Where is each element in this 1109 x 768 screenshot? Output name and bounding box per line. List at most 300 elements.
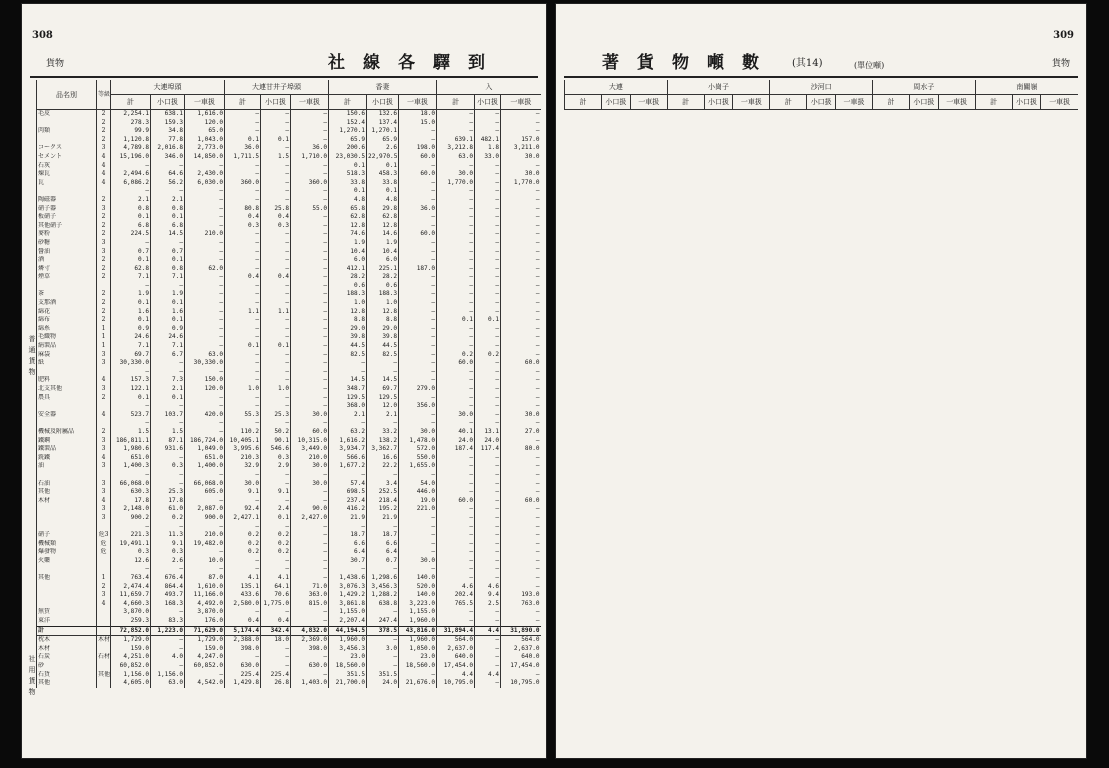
row-label: 麻袋 — [37, 351, 97, 360]
cell-value: — — [475, 385, 501, 394]
cell-value: — — [399, 368, 437, 377]
cell-value: — — [501, 308, 541, 317]
page-title: 著貨物噸數 — [602, 53, 777, 73]
row-label — [37, 419, 97, 428]
row-label: 硝子 — [37, 531, 97, 540]
subcolumn-header: 小口扱 — [475, 95, 501, 110]
cell-value: — — [291, 557, 329, 566]
cell-value: — — [399, 179, 437, 188]
row-label: 爆發物 — [37, 548, 97, 557]
cell-value: 1.0 — [329, 299, 367, 308]
cell-value: 17,454.0 — [437, 662, 475, 671]
table-row — [37, 591, 541, 600]
table-row — [37, 342, 541, 351]
cell-value: — — [367, 565, 399, 574]
cell-value: 2.5 — [475, 600, 501, 609]
cell-value: 14.6 — [367, 230, 399, 239]
cell-value: — — [437, 196, 475, 205]
cell-value: — — [111, 471, 151, 480]
cell-value: — — [501, 325, 541, 334]
table-row — [37, 282, 541, 291]
cell-value: 4,605.0 — [111, 679, 151, 688]
cell-value: — — [291, 196, 329, 205]
cell-value: 188.3 — [329, 290, 367, 299]
cell-value: — — [291, 308, 329, 317]
cell-value: — — [475, 230, 501, 239]
cell-value: 638.8 — [367, 600, 399, 609]
cell-value: — — [475, 540, 501, 549]
cell-value: 34.8 — [151, 127, 185, 136]
cell-value: 237.4 — [329, 497, 367, 506]
cell-value: — — [185, 248, 225, 257]
cell-value: — — [399, 540, 437, 549]
cell-value: 1,223.0 — [151, 626, 185, 636]
cell-value: — — [501, 402, 541, 411]
cell-value: 0.2 — [225, 548, 261, 557]
cell-value: 630.0 — [225, 662, 261, 671]
cell-value: 2,637.0 — [437, 645, 475, 654]
cell-value: — — [225, 230, 261, 239]
cell-value: 12.8 — [367, 308, 399, 317]
table-row — [37, 325, 541, 334]
cell-value: — — [185, 205, 225, 214]
row-label: 肉類 — [37, 127, 97, 136]
row-label — [37, 119, 97, 128]
cell-value: 2,773.0 — [185, 144, 225, 153]
cell-value: — — [399, 342, 437, 351]
cell-value: — — [291, 110, 329, 119]
row-grade: 2 — [97, 308, 111, 317]
cell-value: 82.5 — [367, 351, 399, 360]
cell-value: 64.1 — [261, 583, 291, 592]
cell-value: — — [291, 574, 329, 583]
cell-value: 22,970.5 — [368, 152, 398, 160]
cell-value: — — [475, 488, 501, 497]
cell-value: 193.0 — [501, 591, 541, 600]
cell-value: 0.2 — [261, 531, 291, 540]
cell-value: — — [501, 162, 541, 171]
cell-value: 36.0 — [291, 144, 329, 153]
cell-value: — — [329, 359, 367, 368]
table-row — [37, 376, 541, 385]
cell-value: 83.3 — [151, 617, 185, 626]
cell-value: — — [185, 333, 225, 342]
title-rule — [30, 76, 538, 78]
cell-value: — — [475, 462, 501, 471]
cell-value: 815.0 — [291, 600, 329, 609]
cell-value: — — [261, 662, 291, 671]
cell-value: — — [261, 471, 291, 480]
row-grade: 2 — [97, 316, 111, 325]
cell-value: 31,894.4 — [437, 626, 475, 636]
cell-value: — — [501, 548, 541, 557]
table-row — [37, 196, 541, 205]
cell-value: 221.3 — [111, 531, 151, 540]
cell-value: 70.6 — [261, 591, 291, 600]
cell-value: 19,482.0 — [185, 540, 225, 549]
row-label: 綿布 — [37, 316, 97, 325]
cell-value: 23,030.5 — [329, 153, 367, 162]
cell-value: 65.8 — [329, 205, 367, 214]
cell-value: — — [225, 325, 261, 334]
cell-value: — — [501, 394, 541, 403]
row-grade: 2 — [97, 119, 111, 128]
cell-value: — — [501, 196, 541, 205]
cell-value: — — [261, 351, 291, 360]
cell-value: 30,330.0 — [111, 359, 151, 368]
cell-value: 122.1 — [111, 385, 151, 394]
cell-value: 279.0 — [399, 385, 437, 394]
cell-value: 1.9 — [329, 239, 367, 248]
cell-value: — — [437, 119, 475, 128]
cell-value: — — [225, 359, 261, 368]
cell-value: 30.0 — [291, 462, 329, 471]
cell-value: 64.6 — [151, 170, 185, 179]
cell-value: 200.6 — [329, 144, 367, 153]
cell-value: 17.8 — [151, 497, 185, 506]
cell-value: 0.6 — [329, 282, 367, 291]
cell-value: 1,610.0 — [185, 583, 225, 592]
row-label: 無賃 — [37, 608, 97, 617]
cell-value: — — [367, 419, 399, 428]
cell-value: — — [261, 394, 291, 403]
cell-value: — — [291, 376, 329, 385]
cell-value: — — [185, 308, 225, 317]
cell-value: 210.0 — [185, 230, 225, 239]
cell-value: 10.0 — [185, 557, 225, 566]
cell-value: 62.0 — [185, 265, 225, 274]
cell-value: — — [399, 548, 437, 557]
cell-value: — — [261, 557, 291, 566]
group-header: 大連埠頭 — [111, 80, 225, 95]
subcolumn-header: 一車扱 — [938, 95, 975, 110]
row-grade: 2 — [97, 290, 111, 299]
cell-value: 24.0 — [475, 437, 501, 446]
cell-value: 1,403.0 — [291, 679, 329, 688]
cell-value: 0.4 — [261, 617, 291, 626]
cell-value: 3,456.3 — [329, 645, 367, 654]
cell-value: 36.0 — [399, 205, 437, 214]
cell-value: — — [291, 488, 329, 497]
row-label: 瓦 — [37, 179, 97, 188]
cell-value: — — [185, 342, 225, 351]
cell-value: 50.2 — [261, 428, 291, 437]
cell-value: 21,700.0 — [329, 679, 367, 688]
cell-value: — — [437, 222, 475, 231]
cell-value: — — [185, 671, 225, 680]
row-label: 支那酒 — [37, 299, 97, 308]
table-row — [37, 119, 541, 128]
cell-value: 4.4 — [475, 671, 501, 680]
cell-value: 0.1 — [151, 316, 185, 325]
row-label: 毛織物 — [37, 333, 97, 342]
cell-value: 132.6 — [367, 110, 399, 119]
cell-value: 60.0 — [399, 230, 437, 239]
cell-value: — — [437, 282, 475, 291]
cell-value: 210.0 — [291, 454, 329, 463]
cell-value: — — [185, 402, 225, 411]
cell-value: 13.1 — [475, 428, 501, 437]
cell-value: 224.5 — [111, 230, 151, 239]
cell-value: 221.0 — [399, 505, 437, 514]
header-item: 品名別 — [37, 80, 97, 110]
subcolumn-header: 計 — [873, 95, 910, 110]
cell-value: 55.0 — [291, 205, 329, 214]
cell-value: — — [151, 282, 185, 291]
cell-value: — — [225, 119, 261, 128]
group-header: 沙河口 — [770, 80, 873, 95]
table-row — [37, 454, 541, 463]
cell-value: 1,043.0 — [185, 136, 225, 145]
cell-value: 1.5 — [261, 153, 291, 162]
cell-value: — — [261, 653, 291, 662]
cell-value: 0.4 — [225, 213, 261, 222]
cell-value: 1,770.0 — [501, 179, 541, 188]
cell-value: 763.4 — [111, 574, 151, 583]
cell-value: 21,676.0 — [399, 679, 437, 688]
cell-value: — — [437, 187, 475, 196]
cell-value: 30.0 — [399, 428, 437, 437]
cell-value: 1,156.0 — [111, 671, 151, 680]
title-rule — [564, 76, 1078, 78]
cell-value: — — [291, 394, 329, 403]
cell-value: 168.3 — [151, 600, 185, 609]
cell-value: — — [291, 548, 329, 557]
cell-value: 7.1 — [151, 273, 185, 282]
cell-value: — — [185, 187, 225, 196]
row-grade: 3 — [97, 205, 111, 214]
cell-value: — — [111, 402, 151, 411]
cell-value: 8.8 — [329, 316, 367, 325]
cell-value: — — [291, 671, 329, 680]
cell-value: 0.1 — [261, 514, 291, 523]
cell-value: 29.0 — [367, 325, 399, 334]
cell-value: — — [501, 127, 541, 136]
cell-value: 931.6 — [151, 445, 185, 454]
cell-value: — — [399, 282, 437, 291]
cell-value: 1,960.0 — [329, 636, 367, 645]
row-grade: 3 — [97, 480, 111, 489]
cell-value: 61.0 — [151, 505, 185, 514]
table-row — [37, 445, 541, 454]
table-row — [37, 385, 541, 394]
cell-value: 24.0 — [437, 437, 475, 446]
cell-value: 6.4 — [329, 548, 367, 557]
cell-value: 19.0 — [399, 497, 437, 506]
cell-value: — — [291, 368, 329, 377]
cell-value: 0.4 — [261, 273, 291, 282]
subcolumn-header: 小口扱 — [807, 95, 836, 110]
row-grade: 2 — [97, 230, 111, 239]
freight-table-left — [36, 80, 541, 688]
cell-value: — — [261, 162, 291, 171]
right-page — [556, 4, 1086, 758]
cell-value: 2.6 — [367, 144, 399, 153]
cell-value: 30.0 — [501, 411, 541, 420]
cell-value: 0.4 — [225, 617, 261, 626]
cell-value: 7.1 — [111, 342, 151, 351]
cell-value: — — [437, 273, 475, 282]
cell-value: 4,492.0 — [185, 600, 225, 609]
cell-value: 342.4 — [261, 626, 291, 636]
cell-value: — — [501, 385, 541, 394]
cell-value: 28.2 — [329, 273, 367, 282]
cell-value: 24.6 — [151, 333, 185, 342]
cell-value: 378.5 — [367, 626, 399, 636]
cell-value: — — [475, 187, 501, 196]
cell-value: 32.9 — [225, 462, 261, 471]
cell-value: — — [291, 653, 329, 662]
row-grade: 3 — [97, 437, 111, 446]
subcolumn-header: 小口扱 — [909, 95, 938, 110]
table-row — [37, 653, 541, 662]
cell-value: — — [225, 368, 261, 377]
cell-value: — — [261, 119, 291, 128]
cell-value: 0.3 — [151, 548, 185, 557]
cell-value: — — [475, 419, 501, 428]
cell-value: — — [291, 222, 329, 231]
cell-value: 0.1 — [225, 136, 261, 145]
cell-value: 0.1 — [151, 256, 185, 265]
left-page — [22, 4, 546, 758]
cell-value: 60,852.0 — [185, 662, 225, 671]
cell-value: — — [475, 282, 501, 291]
cell-value: — — [475, 514, 501, 523]
cell-value: — — [225, 565, 261, 574]
cell-value: 6.6 — [329, 540, 367, 549]
cell-value: 1,677.2 — [329, 462, 367, 471]
cell-value: — — [475, 548, 501, 557]
cell-value: — — [475, 531, 501, 540]
cell-value: — — [501, 256, 541, 265]
cell-value: — — [475, 179, 501, 188]
cell-value: — — [475, 342, 501, 351]
cell-value: 1,438.6 — [329, 574, 367, 583]
cell-value: — — [437, 256, 475, 265]
cell-value: — — [399, 308, 437, 317]
cell-value: 10.4 — [329, 248, 367, 257]
row-label — [37, 471, 97, 480]
cell-value: — — [291, 256, 329, 265]
cell-value: — — [329, 368, 367, 377]
cell-value: — — [475, 645, 501, 654]
cell-value: 72,852.0 — [111, 626, 151, 636]
cell-value: — — [437, 162, 475, 171]
cell-value: 630.0 — [291, 662, 329, 671]
row-grade: 2 — [97, 222, 111, 231]
cell-value: 198.0 — [399, 144, 437, 153]
subcolumn-header: 小口扱 — [704, 95, 733, 110]
cell-value: 1,120.8 — [111, 136, 151, 145]
cell-value: — — [225, 162, 261, 171]
cell-value: 0.3 — [151, 462, 185, 471]
cell-value: — — [151, 662, 185, 671]
row-grade: 2 — [97, 256, 111, 265]
cell-value: — — [501, 290, 541, 299]
cell-value: 640.0 — [437, 653, 475, 662]
cell-value: — — [291, 333, 329, 342]
cell-value: — — [501, 273, 541, 282]
cell-value: 218.4 — [367, 497, 399, 506]
cell-value: 433.6 — [225, 591, 261, 600]
row-grade — [97, 471, 111, 480]
cell-value: 19,491.1 — [111, 540, 151, 549]
cell-value: 2,427.1 — [225, 514, 261, 523]
cell-value: — — [111, 419, 151, 428]
table-row — [37, 153, 541, 162]
row-label: 北支其他 — [37, 385, 97, 394]
cell-value: — — [399, 213, 437, 222]
row-grade: 2 — [97, 110, 111, 119]
cell-value: 60.0 — [399, 170, 437, 179]
cell-value: 30.0 — [399, 557, 437, 566]
cell-value: — — [437, 333, 475, 342]
cell-value: — — [437, 127, 475, 136]
cell-value: 17,454.0 — [501, 662, 541, 671]
table-row — [37, 540, 541, 549]
cell-value: — — [501, 462, 541, 471]
cell-value: 14.5 — [367, 376, 399, 385]
cell-value: — — [151, 454, 185, 463]
cell-value: 11.3 — [151, 531, 185, 540]
cell-value: — — [399, 471, 437, 480]
cell-value: 412.1 — [329, 265, 367, 274]
row-label: 陶磁器 — [37, 196, 97, 205]
cell-value: 150.0 — [185, 376, 225, 385]
cell-value: 80.8 — [225, 205, 261, 214]
cell-value: — — [399, 248, 437, 257]
table-row — [37, 187, 541, 196]
cell-value: — — [111, 565, 151, 574]
cell-value: — — [501, 239, 541, 248]
cell-value: 14.5 — [151, 230, 185, 239]
cell-value: — — [185, 299, 225, 308]
cell-value: — — [185, 428, 225, 437]
cell-value: 1.9 — [367, 239, 399, 248]
cell-value: — — [501, 376, 541, 385]
row-grade: 3 — [97, 385, 111, 394]
cell-value: — — [437, 480, 475, 489]
cell-value: — — [437, 548, 475, 557]
cell-value: 900.0 — [185, 514, 225, 523]
unit-note: (單位噸) — [854, 61, 885, 70]
cell-value: — — [501, 265, 541, 274]
cell-value: 7.1 — [111, 273, 151, 282]
cell-value: — — [437, 290, 475, 299]
cell-value: 3,934.7 — [329, 445, 367, 454]
row-grade: 4 — [97, 153, 111, 162]
table-row — [37, 419, 541, 428]
row-label — [37, 187, 97, 196]
table-row — [37, 290, 541, 299]
cell-value: — — [111, 523, 151, 532]
cell-value: 36.0 — [225, 144, 261, 153]
row-label: 毛皮 — [37, 110, 97, 119]
cell-value: 15,196.0 — [111, 153, 151, 162]
table-row — [37, 230, 541, 239]
row-grade: 石材 — [98, 653, 111, 661]
row-grade: 4 — [97, 162, 111, 171]
cell-value: 2.4 — [261, 505, 291, 514]
cell-value: 152.4 — [329, 119, 367, 128]
cell-value: 29.0 — [329, 325, 367, 334]
row-label: 板硝子 — [37, 213, 97, 222]
cell-value: 0.2 — [437, 351, 475, 360]
cell-value: — — [367, 368, 399, 377]
cell-value: 482.1 — [475, 136, 501, 145]
cell-value: — — [329, 419, 367, 428]
cell-value: — — [291, 325, 329, 334]
